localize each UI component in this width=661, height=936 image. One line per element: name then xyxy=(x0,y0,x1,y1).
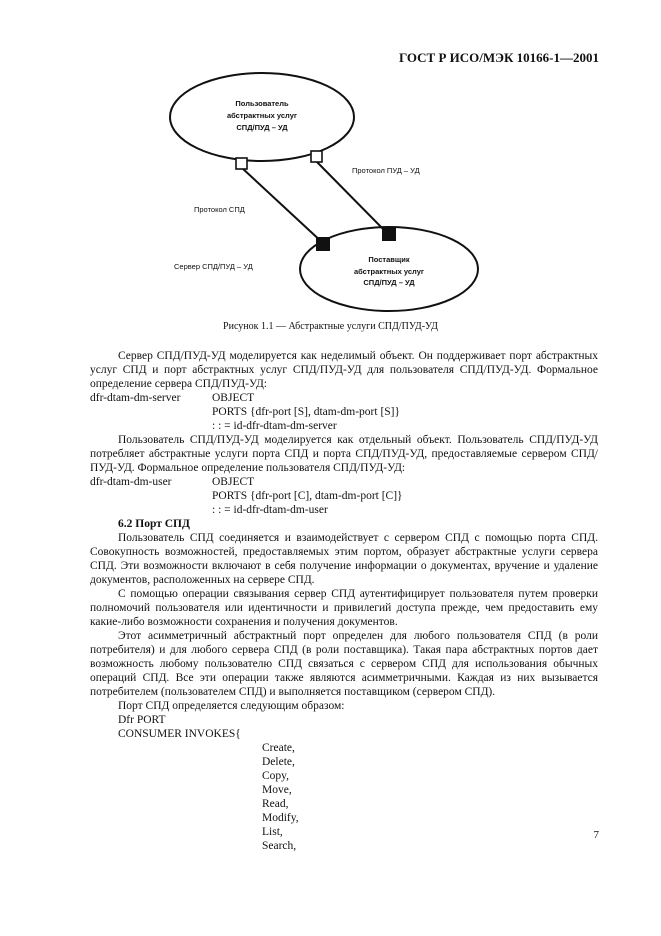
paragraph-5: Этот асимметричный абстрактный порт определен для любого пользователя СПД (в роли потребителя) и для любого сервера СПД (в роли поставщика). Такая пара абстрактных портов дает возможность любому пользователю СПД связаться с сервером СПД для использования обычных операций СПД. Все эти операции также являются асимметричными. Каждая из них вызывается потребителем (пользователем СПД) и выполняется поставщиком (сервером СПД). xyxy=(90,630,598,698)
user-spd-port xyxy=(236,158,247,169)
operation-create: Create, xyxy=(262,742,295,754)
code-server-name: dfr-dtam-dm-server xyxy=(90,392,181,404)
code-user-line-2 xyxy=(90,489,598,503)
user-ellipse-line-3: СПД/ПУД – УД xyxy=(236,123,288,132)
code-server-ports: PORTS {dfr-port [S], dtam-dm-port [S]} xyxy=(212,406,401,418)
code-server-id: : : = id-dfr-dtam-dm-server xyxy=(212,420,337,432)
code-server-line-1 xyxy=(90,391,598,405)
document-header: ГОСТ Р ИСО/МЭК 10166-1—2001 xyxy=(398,50,599,65)
label-protocol-pud: Протокол ПУД – УД xyxy=(352,166,420,175)
label-server: Сервер СПД/ПУД – УД xyxy=(174,262,253,271)
code-user-id: : : = id-dfr-dtam-dm-user xyxy=(212,504,328,516)
paragraph-6: Порт СПД определяется следующим образом: xyxy=(118,700,345,712)
code-user-object: OBJECT xyxy=(212,476,255,488)
user-ellipse-line-1: Пользователь xyxy=(235,99,289,108)
user-ellipse-line-2: абстрактных услуг xyxy=(226,111,298,120)
abstract-services-diagram xyxy=(0,0,661,340)
code-server-line-2 xyxy=(90,405,598,419)
main-text xyxy=(90,349,598,853)
code-user-name: dfr-dtam-dm-user xyxy=(90,476,172,488)
operation-search: Search, xyxy=(262,840,297,852)
code-user-line-3 xyxy=(90,503,598,517)
operation-read: Read, xyxy=(262,798,289,810)
paragraph-4: С помощью операции связывания сервер СПД аутентифицирует пользователя путем проверки полномочий пользователя или идентичности и привилегий доступа прежде, чем предоставить ему какие-либо возможности сохранения и получения документов. xyxy=(90,588,598,628)
user-pud-port xyxy=(311,151,322,162)
operation-move: Move, xyxy=(262,784,292,796)
page-number: 7 xyxy=(593,829,599,841)
code-server-object: OBJECT xyxy=(212,392,255,404)
consumer-invokes-line xyxy=(90,727,598,741)
supplier-ellipse-line-2: абстрактных услуг xyxy=(353,267,425,276)
code-user-line-1 xyxy=(90,475,598,489)
code-user-ports: PORTS {dfr-port [C], dtam-dm-port [C]} xyxy=(212,490,403,502)
spd-protocol-line xyxy=(242,168,324,244)
server-pud-port xyxy=(382,227,396,241)
paragraph-2: Пользователь СПД/ПУД-УД моделируется как отдельный объект. Пользователь СПД/ПУД-УД потребляет абстрактные услуги порта СПД и порта СПД/ПУД-УД, предоставляемые сервером СПД/ПУД-УД. Формальное определение пользователя СПД/ПУД-УД: xyxy=(90,434,598,474)
paragraph-1: Сервер СПД/ПУД-УД моделируется как неделимый объект. Он поддерживает порт абстрактных услуг СПД и порт абстрактных услуг СПД/ПУД-УД для пользователя СПД/ПУД-УД. Формальное определение сервера СПД/ПУД-УД: xyxy=(90,350,598,390)
consumer-invokes-text: CONSUMER INVOKES{ xyxy=(118,728,241,740)
operation-list: List, xyxy=(262,826,283,838)
code-server-line-3 xyxy=(90,419,598,433)
supplier-ellipse-line-1: Поставщик xyxy=(368,255,410,264)
supplier-ellipse-line-3: СПД/ПУД – УД xyxy=(363,278,415,287)
dfr-port-line: Dfr PORT xyxy=(118,714,166,726)
section-title: 6.2 Порт СПД xyxy=(118,518,190,530)
operation-modify: Modify, xyxy=(262,812,299,824)
label-protocol-spd: Протокол СПД xyxy=(194,205,245,214)
figure-caption: Рисунок 1.1 — Абстрактные услуги СПД/ПУД-УД xyxy=(223,321,438,332)
operation-delete: Delete, xyxy=(262,756,295,768)
paragraph-3: Пользователь СПД соединяется и взаимодействует с сервером СПД с помощью порта СПД. Совокупность возможностей, предоставляемых этим портом, образует абстрактные услуги сервера СПД. Эти возможности включают в себя получение информации о документах, вручение и удаление документов, расположенных на сервере СПД. xyxy=(90,532,598,586)
server-spd-port xyxy=(316,237,330,251)
operation-copy: Copy, xyxy=(262,770,290,782)
